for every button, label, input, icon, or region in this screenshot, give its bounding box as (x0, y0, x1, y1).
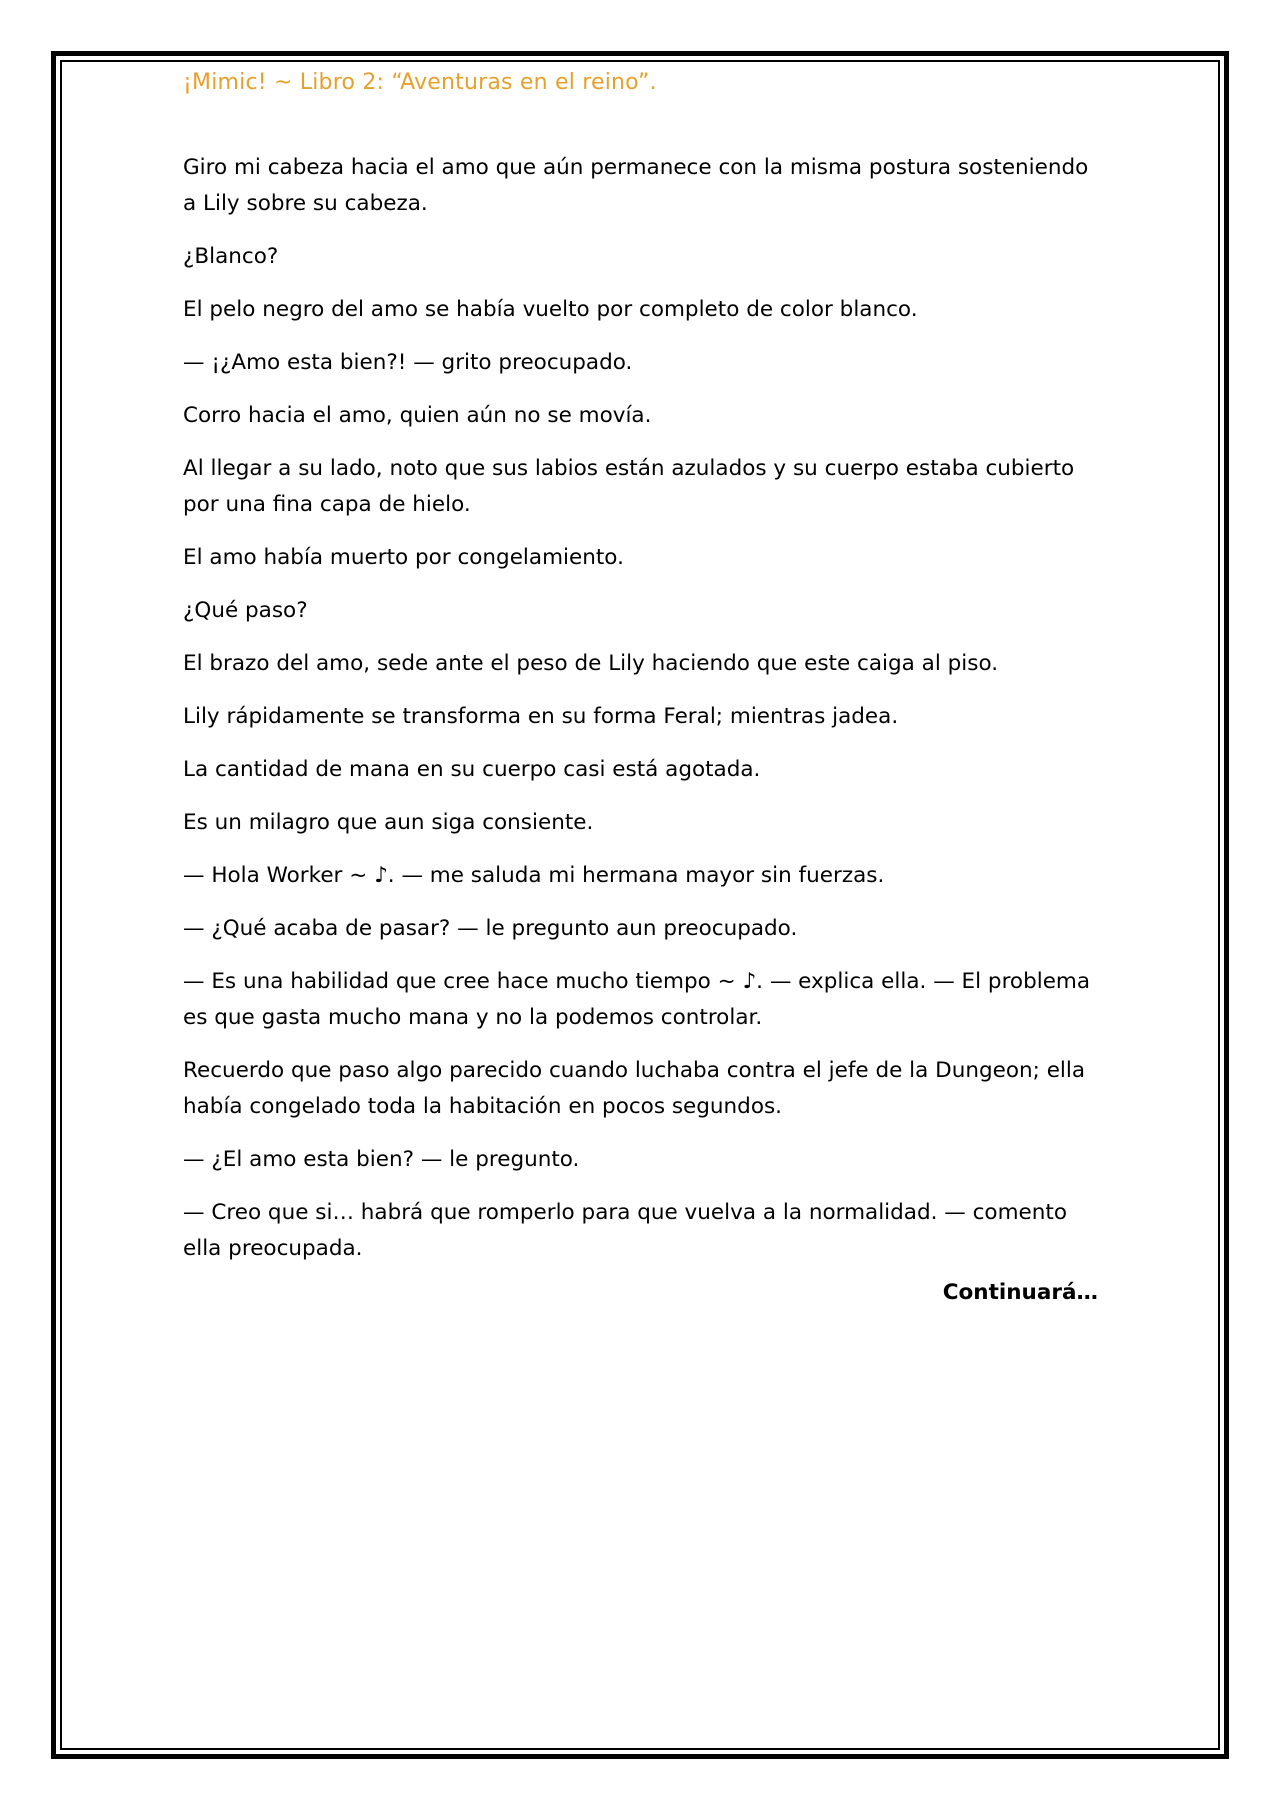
paragraph: El amo había muerto por congelamiento. (183, 545, 624, 570)
paragraph: — ¡¿Amo esta bien?! — grito preocupado. (183, 350, 633, 375)
paragraph: Al llegar a su lado, noto que sus labios están azulados y su cuerpo estaba cubierto por una fina capa de hielo. (183, 456, 1075, 517)
paragraph: La cantidad de mana en su cuerpo casi está agotada. (183, 757, 761, 782)
paragraph: El brazo del amo, sede ante el peso de Lily haciendo que este caiga al piso. (183, 651, 999, 676)
paragraph: — Hola Worker ~ ♪. — me saluda mi hermana mayor sin fuerzas. (183, 863, 885, 888)
paragraph: — ¿Qué acaba de pasar? — le pregunto aun preocupado. (183, 916, 798, 941)
paragraph: — Es una habilidad que cree hace mucho tiempo ~ ♪. — explica ella. — El problema es que gasta mucho mana y no la podemos controlar. (183, 969, 1091, 1030)
paragraph: Recuerdo que paso algo parecido cuando luchaba contra el jefe de la Dungeon; ella había congelado toda la habitación en pocos segundos. (183, 1058, 1086, 1119)
paragraph: ¿Qué paso? (183, 598, 308, 623)
paragraph: — ¿El amo esta bien? — le pregunto. (183, 1147, 580, 1172)
paragraph: El pelo negro del amo se había vuelto por completo de color blanco. (183, 297, 918, 322)
document-header: ¡Mimic! ~ Libro 2: “Aventuras en el reino”. (183, 70, 657, 95)
paragraph: — Creo que si… habrá que romperlo para que vuelva a la normalidad. — comento ella preocupada. (183, 1200, 1067, 1261)
paragraph: ¿Blanco? (183, 244, 279, 269)
paragraph: Es un milagro que aun siga consiente. (183, 810, 594, 835)
document-body (183, 150, 1098, 1284)
paragraph: Giro mi cabeza hacia el amo que aún permanece con la misma postura sosteniendo a Lily sobre su cabeza. (183, 155, 1089, 216)
paragraph: Corro hacia el amo, quien aún no se movía. (183, 403, 652, 428)
continued-label: Continuará… (942, 1280, 1098, 1305)
paragraph: Lily rápidamente se transforma en su forma Feral; mientras jadea. (183, 704, 899, 729)
